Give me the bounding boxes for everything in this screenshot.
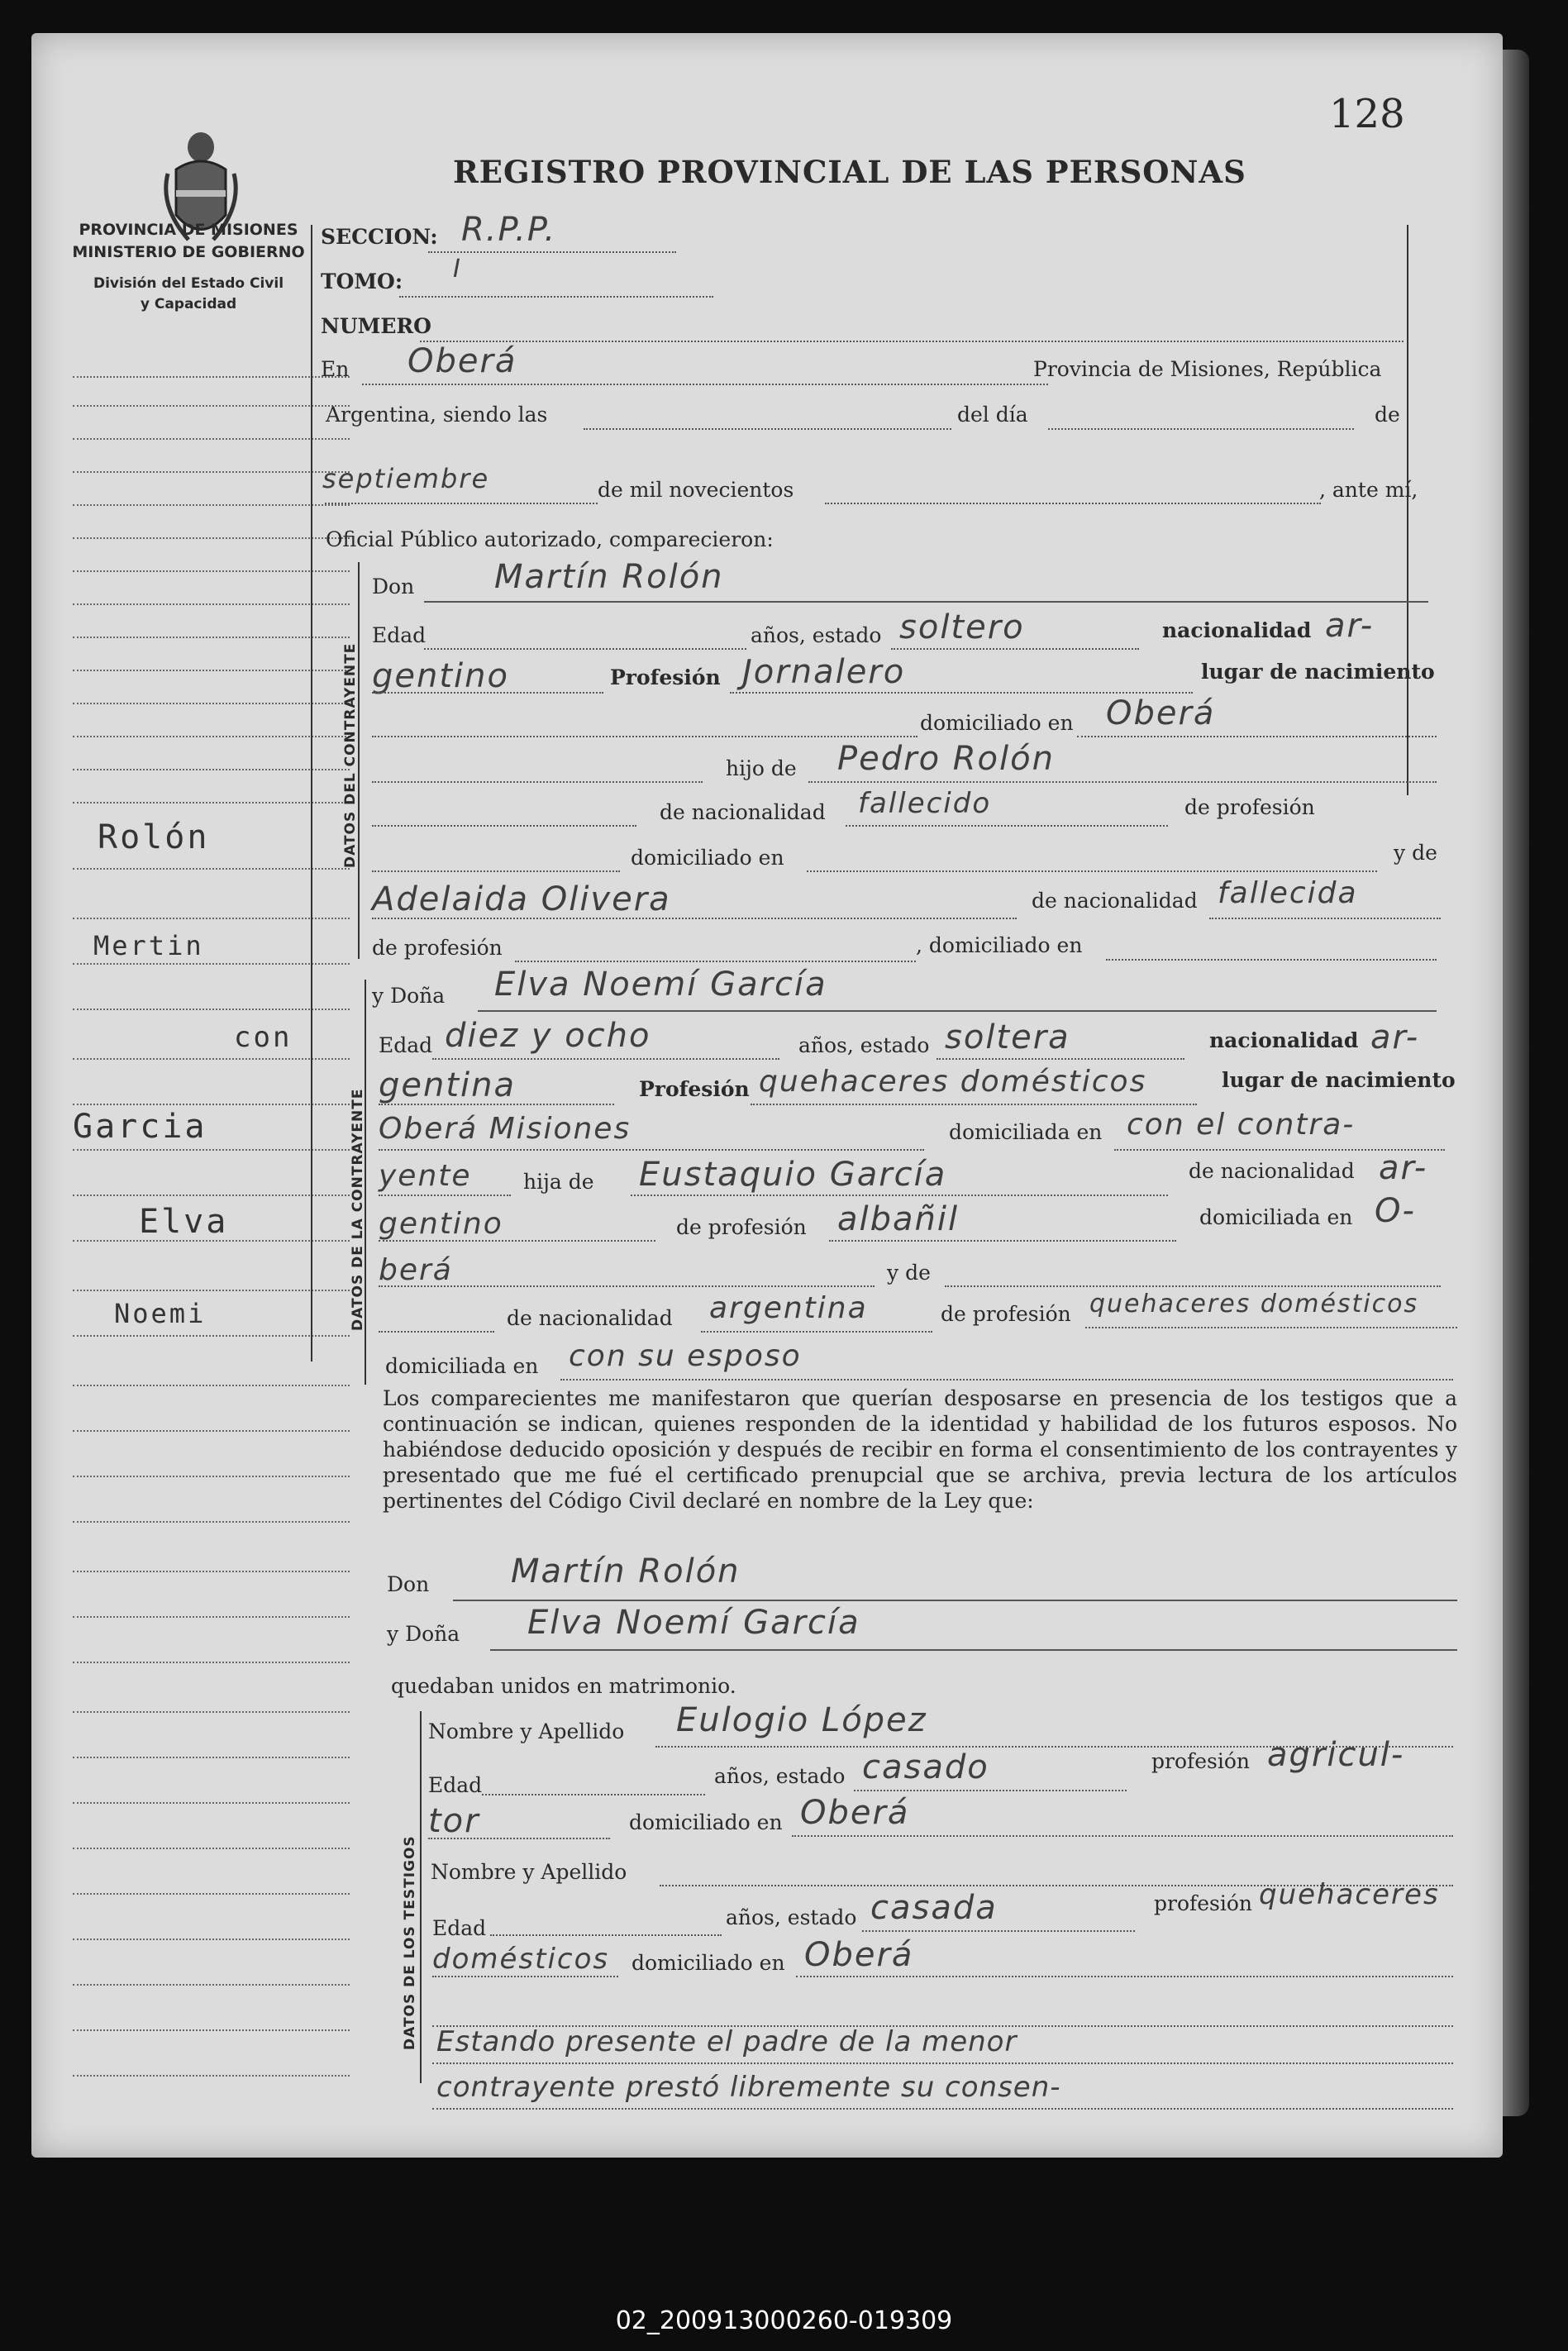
tomo-label: TOMO:	[321, 269, 403, 293]
bride-dona-label: y Doña	[372, 984, 446, 1008]
bride-edad-label: Edad	[379, 1033, 433, 1057]
margin-line	[73, 1662, 350, 1663]
bride-name: Elva Noemí García	[494, 966, 827, 1004]
margin-line	[73, 1195, 350, 1196]
bride-hija-de: hija de	[523, 1170, 594, 1194]
margin-line	[73, 438, 350, 440]
margin-line	[73, 1939, 350, 1940]
margin-line	[73, 1757, 350, 1758]
w1-domicilio: Oberá	[800, 1794, 910, 1832]
groom-name-line	[424, 601, 1428, 603]
margin-line	[73, 918, 350, 919]
w2-estado: casada	[870, 1889, 998, 1927]
bride-de-profesion: de profesión	[676, 1215, 807, 1239]
de-label: de	[1375, 403, 1400, 427]
groom-madre-dom-line	[1106, 959, 1437, 961]
header-capacity: y Capacidad	[140, 296, 237, 312]
bride-lugar-label: lugar de nacimiento	[1222, 1068, 1456, 1092]
groom-lugar-label: lugar de nacimiento	[1201, 660, 1435, 684]
margin-note-name: Mertin	[93, 930, 204, 961]
decl-don-line	[453, 1600, 1457, 1601]
scan-identifier: 02_200913000260-019309	[615, 2306, 953, 2335]
margin-line	[73, 570, 350, 572]
margin-line	[73, 1711, 350, 1713]
groom-edad-label: Edad	[372, 623, 427, 647]
w2-estado-line	[862, 1930, 1135, 1932]
groom-padre-nac-line	[846, 825, 1168, 827]
margin-line	[73, 1893, 350, 1895]
groom-domiciliado: domiciliado en	[920, 711, 1074, 735]
note-line-2: contrayente prestó libremente su consen-	[436, 2071, 1061, 2104]
margin-line	[73, 1984, 350, 1986]
bride-padre-dom-line	[379, 1285, 875, 1287]
bride-nac-value-1: ar-	[1370, 1018, 1420, 1056]
groom-de-nacionalidad-2: de nacionalidad	[1032, 889, 1198, 913]
w1-nombre: Eulogio López	[676, 1701, 927, 1739]
margin-note-surname: Rolón	[98, 818, 210, 856]
hora-line	[584, 428, 951, 430]
del-dia-label: del día	[957, 403, 1028, 427]
witness-section-bar	[420, 1711, 422, 2083]
decl-don-value: Martín Rolón	[511, 1552, 741, 1590]
margin-line	[73, 1430, 350, 1432]
w1-estado-line	[854, 1790, 1127, 1791]
groom-estado-line	[891, 648, 1139, 650]
groom-nac-value-2: gentino	[372, 657, 509, 695]
w1-edad-line	[482, 1794, 705, 1795]
groom-de-nacionalidad: de nacionalidad	[660, 800, 826, 824]
w2-profesion-label: profesión	[1154, 1891, 1253, 1915]
bride-padre-line	[631, 1195, 1168, 1196]
seccion-value: R.P.P.	[461, 211, 557, 249]
w2-profesion: quehaceres	[1259, 1878, 1440, 1911]
w1-prof2-line	[428, 1838, 610, 1839]
groom-profesion-line	[730, 692, 1193, 694]
groom-padre-line	[808, 781, 1437, 783]
bride-estado-line	[937, 1058, 1184, 1060]
w2-edad-label: Edad	[432, 1916, 487, 1940]
bride-nac-value-2: gentina	[379, 1066, 517, 1104]
groom-dom-line-2	[807, 870, 1377, 872]
groom-madre-prof-line	[515, 961, 916, 962]
margin-note-garcia: Garcia	[73, 1108, 207, 1146]
groom-anos-estado: años, estado	[751, 623, 882, 647]
bride-edad: diez y ocho	[445, 1017, 651, 1055]
bride-padre-dom-2: berá	[379, 1253, 453, 1287]
numero-label: NUMERO	[321, 314, 431, 338]
provincia-text: Provincia de Misiones, República	[1033, 357, 1382, 381]
w1-profesion: agricul-	[1267, 1736, 1405, 1774]
groom-blank-line	[372, 781, 703, 783]
bride-madre-nac-line	[701, 1331, 932, 1333]
bride-lugar-line	[379, 1149, 924, 1151]
w2-prof2-line	[432, 1976, 618, 1977]
mes-line	[325, 503, 598, 504]
margin-line	[73, 1290, 350, 1291]
bride-domicilio-2: yente	[379, 1159, 472, 1193]
margin-line	[73, 736, 350, 737]
bride-lugar: Oberá Misiones	[379, 1112, 631, 1146]
bride-profesion: quehaceres domésticos	[759, 1065, 1147, 1099]
groom-lugar-line	[372, 736, 917, 737]
w2-anos-estado: años, estado	[726, 1905, 857, 1929]
margin-line	[73, 2075, 350, 2077]
bride-profesion-label: Profesión	[639, 1077, 750, 1101]
margin-line	[73, 703, 350, 704]
bride-section-label: DATOS DE LA CONTRAYENTE	[350, 1088, 366, 1331]
margin-line	[73, 471, 350, 473]
groom-nac-value-1: ar-	[1325, 607, 1375, 645]
groom-don-label: Don	[372, 575, 415, 598]
bride-madre-line	[945, 1285, 1441, 1287]
w2-edad-line	[490, 1934, 722, 1936]
w1-estado: casado	[862, 1748, 989, 1786]
header-division: División del Estado Civil	[93, 275, 284, 292]
form-border-left	[311, 225, 312, 1361]
bride-blank-line	[379, 1331, 494, 1333]
mes-value: septiembre	[322, 463, 490, 494]
bride-de-nacionalidad: de nacionalidad	[1189, 1159, 1355, 1183]
margin-line	[73, 1476, 350, 1477]
bride-profesion-line	[751, 1104, 1197, 1105]
groom-profesion: Jornalero	[742, 653, 906, 691]
margin-line	[73, 504, 350, 506]
decl-dona-line	[490, 1649, 1457, 1651]
bride-domiciliada: domiciliada en	[949, 1120, 1103, 1144]
groom-estado: soltero	[899, 608, 1025, 646]
margin-line	[73, 637, 350, 638]
w1-profesion-2: tor	[428, 1802, 480, 1840]
notes-line-2	[432, 2062, 1453, 2064]
groom-nac-line	[372, 692, 603, 694]
header-province: PROVINCIA DE MISIONES	[79, 221, 298, 239]
bride-padre-prof: albañil	[837, 1200, 960, 1238]
bride-name-line	[478, 1010, 1437, 1012]
tomo-value: I	[453, 255, 462, 284]
page-title: REGISTRO PROVINCIAL DE LAS PERSONAS	[453, 154, 1246, 190]
decl-dona-value: Elva Noemí García	[527, 1604, 860, 1642]
groom-section-label: DATOS DEL CONTRAYENTE	[342, 642, 359, 868]
bride-anos-estado: años, estado	[798, 1033, 930, 1057]
margin-line	[73, 1149, 350, 1151]
w1-domicilio-line	[792, 1835, 1453, 1837]
margin-line	[73, 1616, 350, 1618]
groom-nac-label: nacionalidad	[1162, 618, 1312, 642]
groom-madre-nac-line	[1209, 918, 1441, 919]
margin-line	[73, 670, 350, 671]
margin-line	[73, 1571, 350, 1572]
bride-padre-nac-1: ar-	[1379, 1149, 1428, 1187]
decl-dona-label: y Doña	[387, 1622, 460, 1646]
groom-de-profesion: de profesión	[1184, 795, 1315, 819]
note-line-1: Estando presente el padre de la menor	[436, 2025, 1018, 2058]
bride-madre-dom: con su esposo	[569, 1339, 802, 1373]
margin-line	[73, 376, 350, 378]
bride-domiciliada-3: domiciliada en	[385, 1354, 539, 1378]
groom-hijo-de: hijo de	[726, 756, 797, 780]
w2-nombre-label: Nombre y Apellido	[431, 1860, 627, 1884]
groom-padre-nac: fallecido	[858, 787, 992, 820]
bride-edad-line	[432, 1058, 779, 1060]
groom-blank-line-2	[372, 825, 636, 827]
declaration-text: Los comparecientes me manifestaron que querían desposarse en presencia de los testigos que a continuación se indican, quienes responden de la identidad y habilidad de los futuros esposos. No habiéndose deducido oposición y después de recibir en forma el consentimiento de los contrayentes y presentado que me fué el certificado prenupcial que se archiva, previa lectura de los artículos pertinentes del Código Civil declaré en nombre de la Ley que:	[383, 1386, 1457, 1513]
margin-line	[73, 868, 350, 870]
margin-line	[73, 537, 350, 539]
groom-edad-line	[424, 648, 746, 650]
groom-name: Martín Rolón	[494, 558, 724, 596]
bride-dom2-line	[379, 1195, 511, 1196]
bride-madre-nac: argentina	[709, 1291, 868, 1325]
register-page	[31, 33, 1503, 2158]
anio-line	[825, 503, 1321, 504]
groom-y-de: y de	[1394, 841, 1437, 865]
margin-line	[73, 1058, 350, 1060]
margin-line	[73, 1335, 350, 1337]
decl-unidos: quedaban unidos en matrimonio.	[391, 1674, 736, 1698]
numero-line	[420, 341, 1404, 342]
witness-section-label: DATOS DE LOS TESTIGOS	[402, 1835, 418, 2050]
form-border-right	[1407, 225, 1408, 795]
bride-de-nacionalidad-2: de nacionalidad	[507, 1306, 673, 1330]
groom-profesion-label: Profesión	[610, 665, 721, 689]
oficial-text: Oficial Público autorizado, comparecieron:	[326, 527, 774, 551]
seccion-label: SECCION:	[321, 225, 438, 249]
notes-line-3	[432, 2108, 1453, 2110]
w1-domiciliado: domiciliado en	[629, 1810, 783, 1834]
en-line	[362, 384, 1048, 385]
dia-line	[1048, 428, 1354, 430]
en-value: Oberá	[407, 342, 517, 380]
groom-madre-nac: fallecida	[1218, 876, 1358, 910]
w1-edad-label: Edad	[428, 1773, 483, 1797]
bride-nac-label: nacionalidad	[1209, 1028, 1359, 1052]
bride-padre-prof-line	[829, 1240, 1176, 1242]
margin-line	[73, 603, 350, 605]
groom-madre: Adelaida Olivera	[372, 880, 671, 918]
groom-madre-line	[372, 918, 1017, 919]
margin-note-noemi: Noemi	[114, 1298, 207, 1329]
groom-domiciliado-3: , domiciliado en	[916, 933, 1083, 957]
w2-domicilio-line	[796, 1976, 1453, 1977]
groom-domicilio: Oberá	[1106, 694, 1216, 732]
de-mil-text: de mil novecientos	[598, 478, 794, 502]
bride-madre-dom-line	[560, 1379, 1453, 1381]
bride-madre-prof-line	[1085, 1327, 1457, 1328]
groom-de-profesion-2: de profesión	[372, 936, 503, 960]
ante-mi-text: , ante mí,	[1319, 478, 1418, 502]
margin-note-elva: Elva	[139, 1203, 229, 1241]
w2-domiciliado: domiciliado en	[631, 1951, 785, 1975]
margin-line	[73, 405, 350, 407]
margin-line	[73, 1802, 350, 1804]
bride-padre-nac-2: gentino	[379, 1207, 503, 1241]
seccion-line	[428, 251, 676, 253]
w2-profesion-2: domésticos	[432, 1943, 610, 1976]
margin-line	[73, 1104, 350, 1105]
page-number: 128	[1329, 91, 1405, 137]
groom-blank-line-3	[372, 870, 620, 872]
margin-line	[73, 2029, 350, 2031]
margin-line	[73, 1009, 350, 1010]
bride-madre-prof: quehaceres domésticos	[1089, 1290, 1419, 1319]
w1-anos-estado: años, estado	[714, 1764, 846, 1788]
bride-padre-nac-line	[379, 1240, 655, 1242]
margin-line	[73, 769, 350, 770]
w1-nombre-label: Nombre y Apellido	[428, 1719, 625, 1743]
groom-domiciliado-2: domiciliado en	[631, 846, 784, 870]
w1-profesion-label: profesión	[1151, 1749, 1251, 1773]
margin-line	[73, 1521, 350, 1523]
margin-line	[73, 802, 350, 804]
tomo-line	[399, 296, 713, 298]
bride-nac-line	[379, 1104, 614, 1105]
margin-line	[73, 1385, 350, 1386]
bride-domiciliada-2: domiciliada en	[1199, 1205, 1353, 1229]
w2-domicilio: Oberá	[804, 1936, 914, 1974]
bride-estado: soltera	[945, 1018, 1070, 1056]
margin-line	[73, 1848, 350, 1849]
margin-line	[73, 963, 350, 965]
bride-padre-dom-1: O-	[1375, 1192, 1416, 1230]
groom-domicilio-line	[1077, 736, 1437, 737]
bride-domicilio-1: con el contra-	[1127, 1108, 1356, 1142]
bride-de-profesion-2: de profesión	[941, 1302, 1071, 1326]
header-ministry: MINISTERIO DE GOBIERNO	[72, 243, 305, 261]
decl-don-label: Don	[387, 1572, 430, 1596]
en-label: En	[321, 357, 350, 381]
margin-note-con: con	[234, 1021, 293, 1054]
bride-y-de: y de	[887, 1261, 931, 1285]
groom-padre: Pedro Rolón	[837, 740, 1055, 778]
argentina-text: Argentina, siendo las	[326, 403, 548, 427]
bride-padre: Eustaquio García	[639, 1156, 947, 1194]
